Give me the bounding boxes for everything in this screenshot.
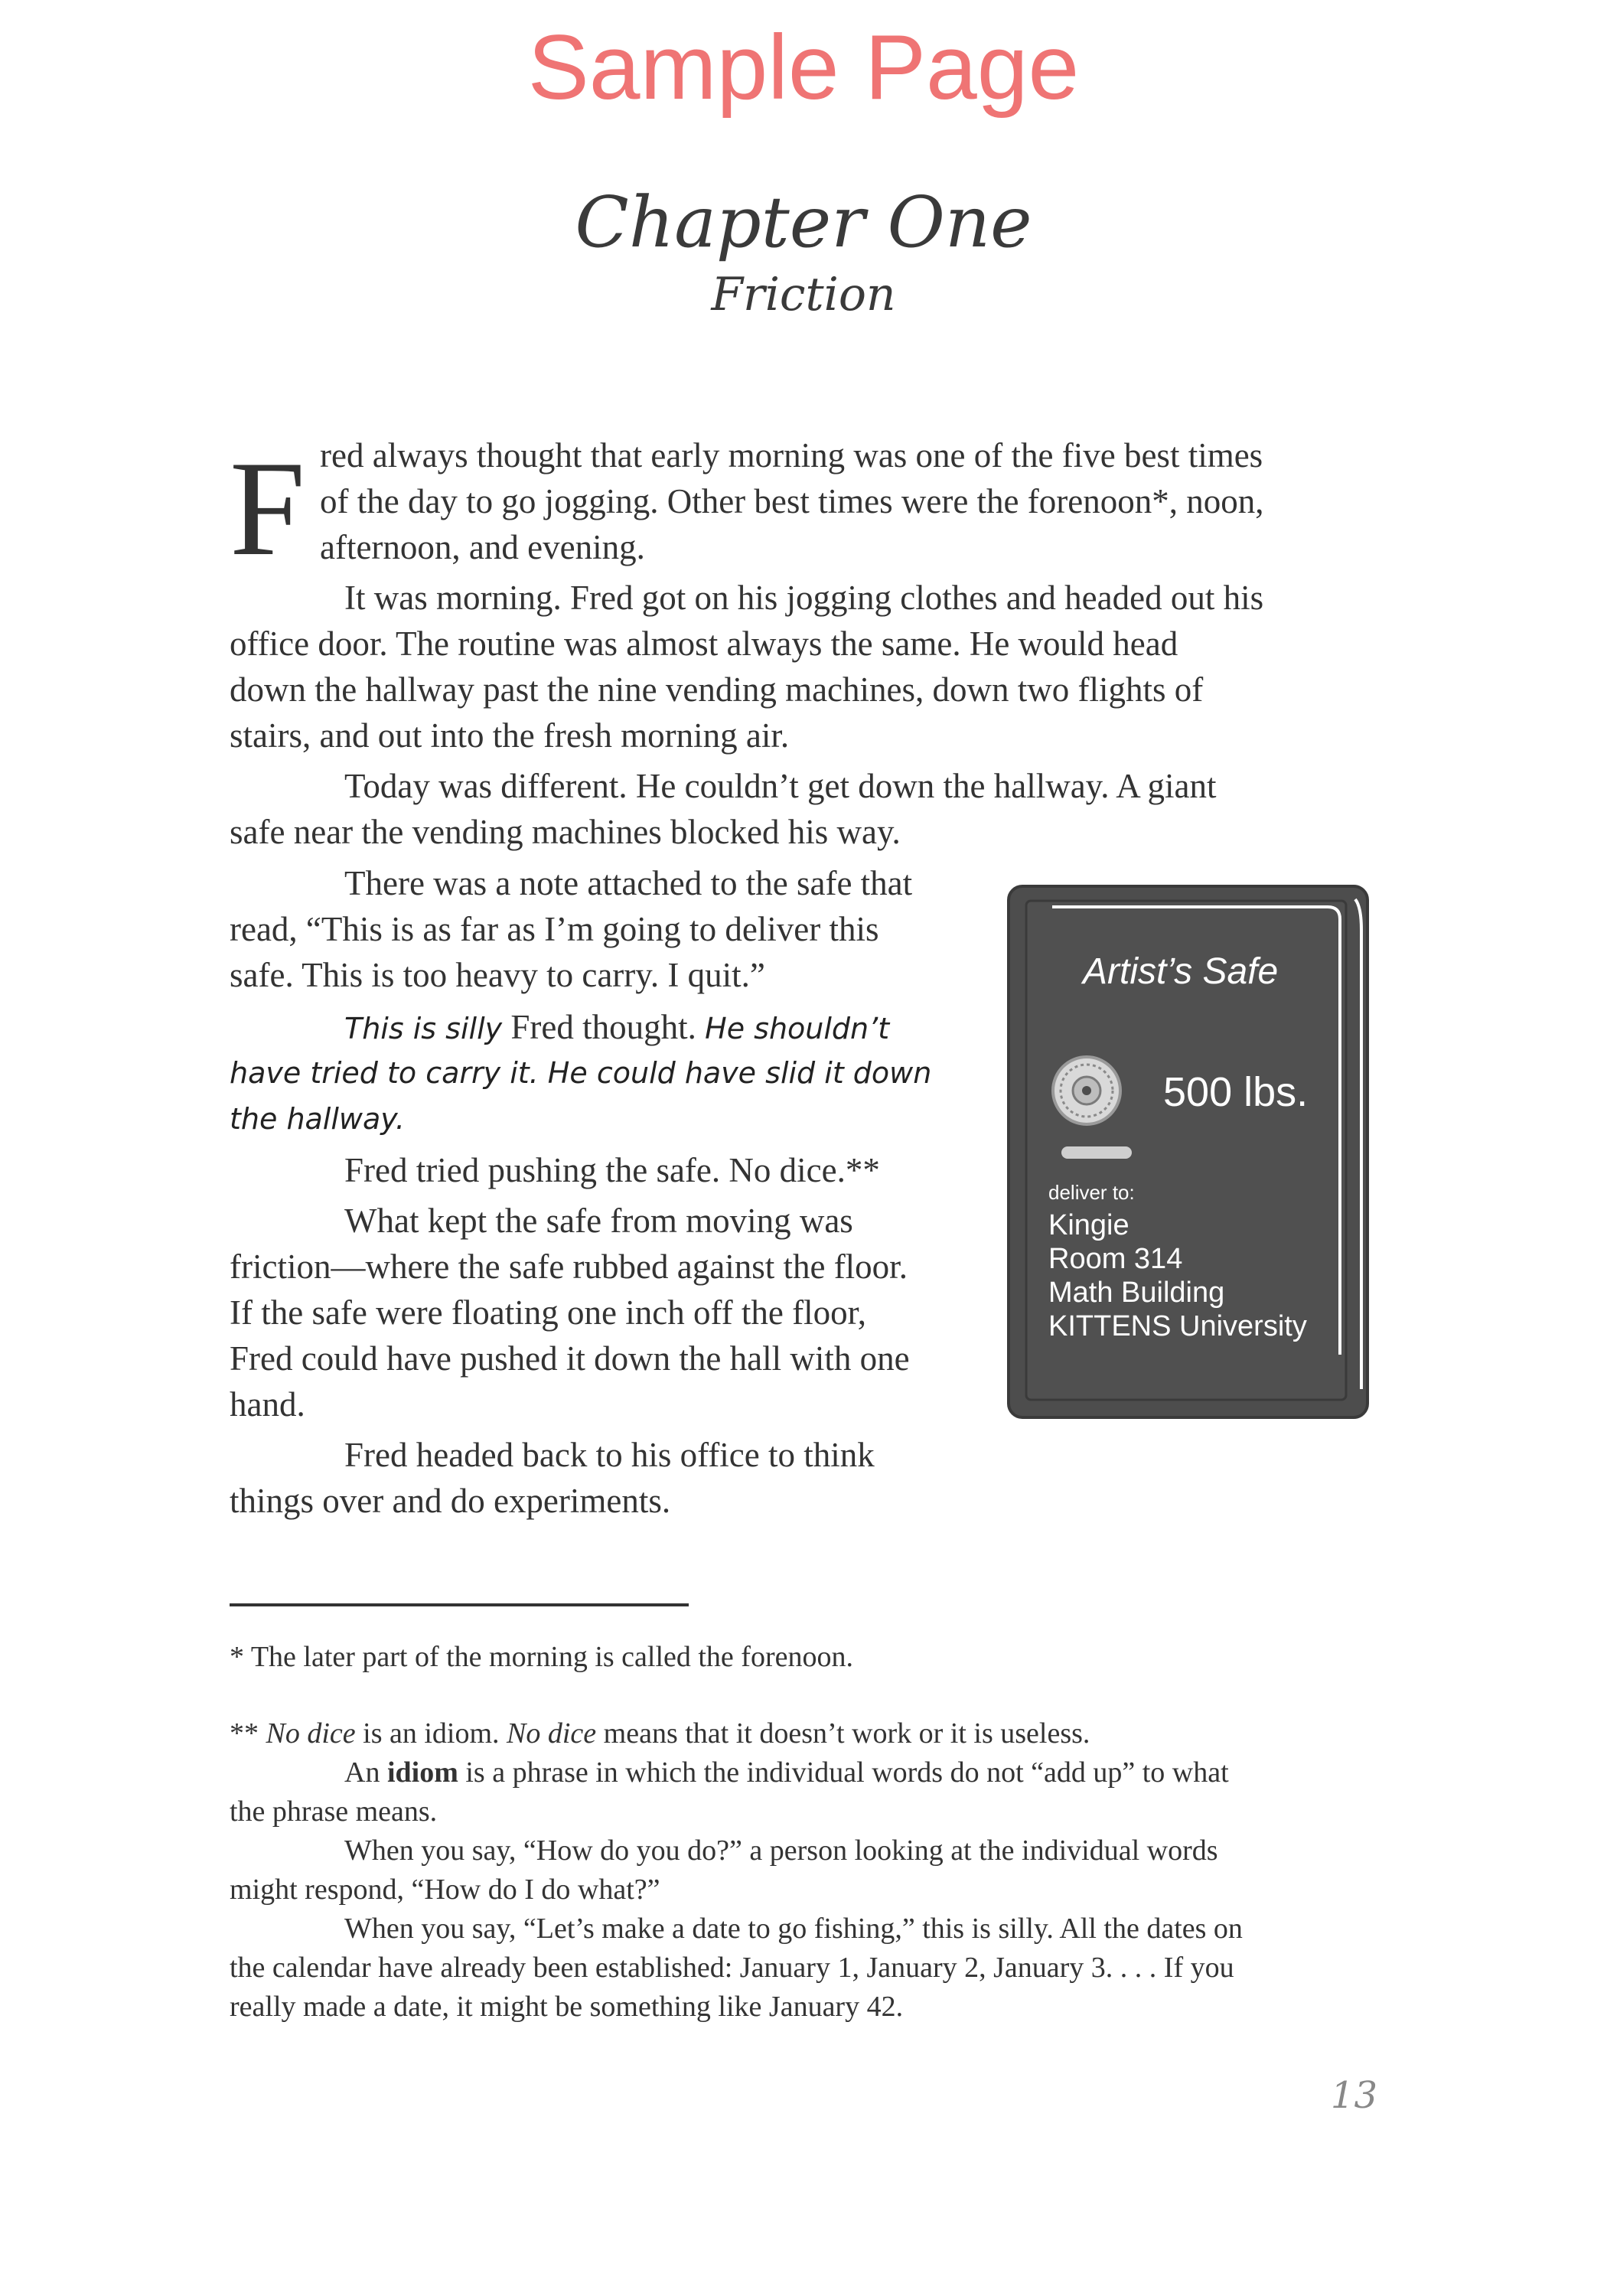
footnote-2 xyxy=(230,1714,1090,1753)
dial-icon xyxy=(1053,1057,1120,1124)
footnote-line xyxy=(344,1753,1229,1792)
footnote-line: really made a date, it might be something like January 42. xyxy=(230,1991,904,2023)
footnote-line: the phrase means. xyxy=(230,1795,438,1828)
text-line: hand. xyxy=(230,1385,305,1424)
idiom-term: No dice xyxy=(507,1717,597,1750)
safe-illustration xyxy=(1006,884,1370,1420)
text-line: stairs, and out into the fresh morning air. xyxy=(230,716,790,755)
text-line: Fred headed back to his office to think xyxy=(344,1436,875,1474)
footnote-line: When you say, “Let’s make a date to go fishing,” this is silly. All the dates on xyxy=(344,1913,1243,1945)
text-line: things over and do experiments. xyxy=(230,1482,671,1520)
text-line: Fred tried pushing the safe. No dice.** xyxy=(344,1151,880,1189)
text-line: It was morning. Fred got on his jogging clothes and headed out his xyxy=(344,579,1264,617)
footnote-1 xyxy=(230,1638,853,1677)
handwritten-line: the hallway. xyxy=(230,1102,405,1136)
footnote-text: The later part of the morning is called the forenoon. xyxy=(244,1641,853,1673)
footnote-line: might respond, “How do I do what?” xyxy=(230,1874,660,1906)
safe-title: Artist’s Safe xyxy=(1083,951,1279,992)
text-line: safe. This is too heavy to carry. I quit.” xyxy=(230,956,765,994)
footnote-text: is an idiom. xyxy=(355,1717,507,1750)
chapter-title: Chapter One xyxy=(575,181,1032,263)
address-line: Math Building xyxy=(1048,1277,1225,1309)
text-line: office door. The routine was almost always the same. He would head xyxy=(230,625,1178,663)
text-line: read, “This is as far as I’m going to deliver this xyxy=(230,910,879,948)
idiom-bold-term: idiom xyxy=(386,1756,458,1789)
address-line: KITTENS University xyxy=(1048,1310,1307,1342)
footnote-text: means that it doesn’t work or it is useless. xyxy=(596,1717,1090,1750)
text-line: What kept the safe from moving was xyxy=(344,1202,853,1240)
footnote-marker: ** xyxy=(230,1717,259,1750)
text-line: Fred could have pushed it down the hall with one xyxy=(230,1339,910,1378)
handle-icon xyxy=(1061,1146,1132,1159)
handwritten-text: This is silly xyxy=(344,1012,503,1045)
footnote-marker: * xyxy=(230,1641,244,1673)
text-line: Today was different. He couldn’t get down the hallway. A giant xyxy=(344,767,1217,805)
text-line: of the day to go jogging. Other best times were the forenoon*, noon, xyxy=(320,482,1264,520)
deliver-label: deliver to: xyxy=(1048,1181,1135,1204)
safe-weight: 500 lbs. xyxy=(1163,1069,1309,1115)
text-line: down the hallway past the nine vending machines, down two flights of xyxy=(230,670,1204,709)
text-line: There was a note attached to the safe that xyxy=(344,864,913,902)
text-line xyxy=(344,1004,889,1052)
idiom-term: No dice xyxy=(266,1717,356,1750)
text-line: If the safe were floating one inch off the floor, xyxy=(230,1293,867,1332)
sample-page-banner: Sample Page xyxy=(527,16,1080,119)
handwritten-text: He shouldn’t xyxy=(705,1012,890,1045)
footnote-text: is a phrase in which the individual words do not “add up” to what xyxy=(458,1756,1229,1789)
address-line: Room 314 xyxy=(1048,1243,1183,1275)
footnote-line: When you say, “How do you do?” a person looking at the individual words xyxy=(344,1835,1218,1867)
handwritten-line: have tried to carry it. He could have slid it down xyxy=(230,1056,932,1090)
text-line: safe near the vending machines blocked his way. xyxy=(230,813,901,851)
footnote-line: the calendar have already been established: January 1, January 2, January 3. . . . If you xyxy=(230,1952,1234,1984)
text-line: afternoon, and evening. xyxy=(320,528,645,566)
text-line: red always thought that early morning was one of the five best times xyxy=(320,436,1263,475)
plain-text: Fred thought. xyxy=(502,1008,706,1046)
page-number: 13 xyxy=(1330,2074,1377,2117)
drop-cap: F xyxy=(230,432,305,584)
text-line: friction—where the safe rubbed against the floor. xyxy=(230,1247,908,1286)
footnote-text: An xyxy=(344,1756,387,1789)
address-line: Kingie xyxy=(1048,1209,1129,1241)
footnote-divider xyxy=(230,1603,689,1606)
chapter-subtitle: Friction xyxy=(711,268,896,321)
